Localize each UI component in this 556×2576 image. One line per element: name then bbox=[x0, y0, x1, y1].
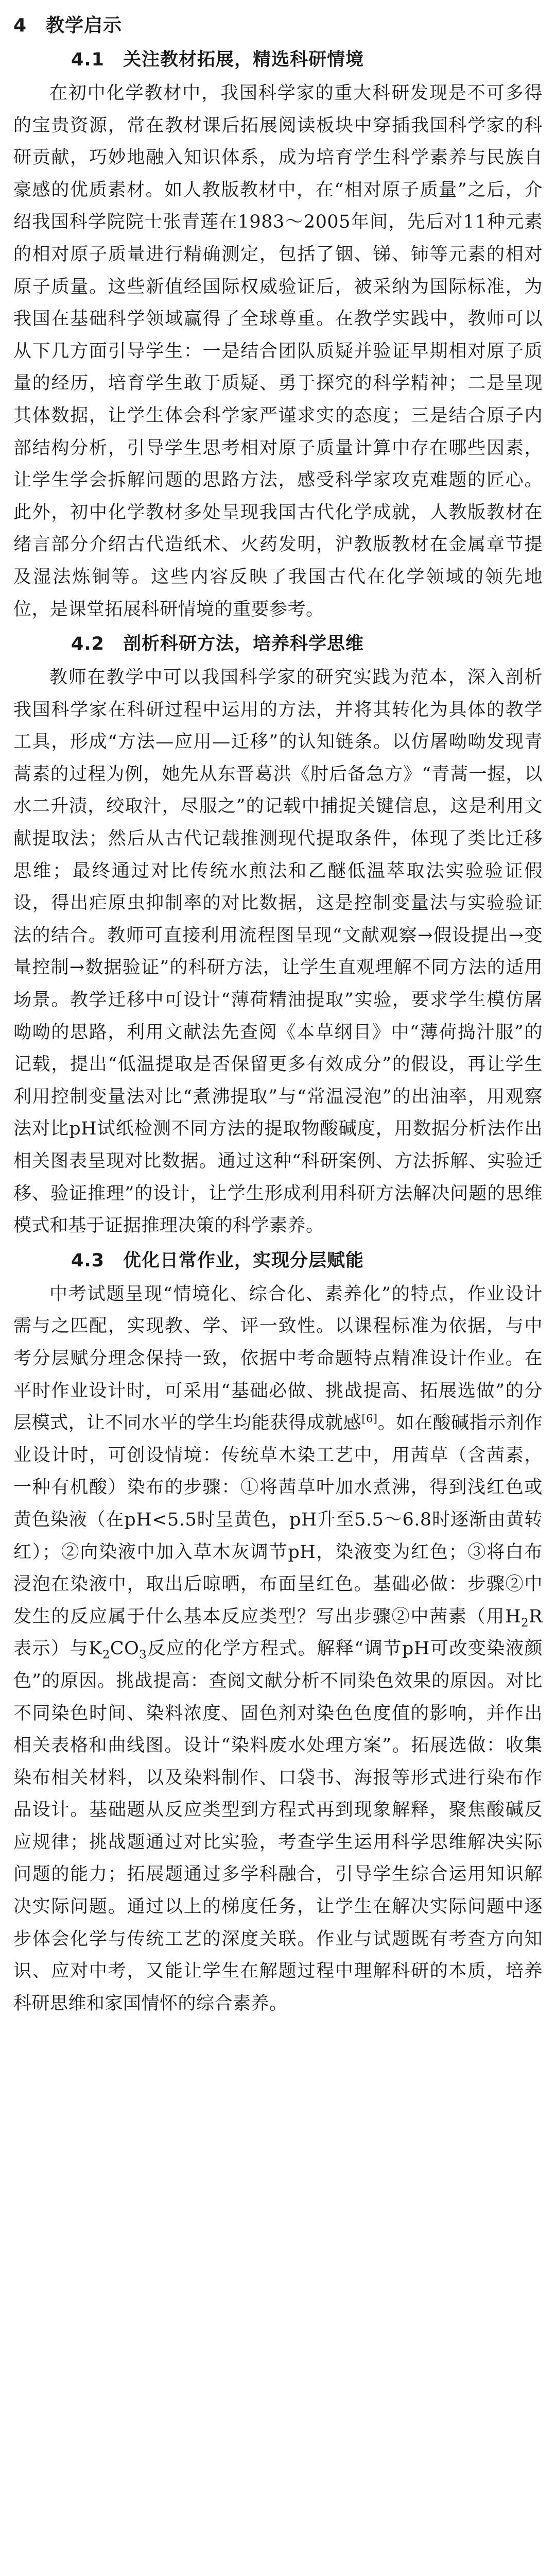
subscript: 3 bbox=[139, 1648, 147, 1662]
paragraph-4-2: 教师在教学中可以我国科学家的研究实践为范本，深入剖析我国科学家在科研过程中运用的方法，并将其转化为具体的教学工具，形成“方法—应用—迁移”的认知链条。以仿屠呦呦发现青蒿素的过程为例，她先从东晋葛洪《肘后备急方》“青蒿一握，以水二升渍，绞取汁，尽服之”的记载中捕捉关键信息，这是利用文献提取法；然后从古代记载推测现代提取条件，体现了类比迁移思维；最终通过对比传统水煎法和乙醚低温萃取法实验验证假设，得出疟原虫抑制率的对比数据，这是控制变量法与实验验证法的结合。教师可直接利用流程图呈现“文献观察→假设提出→变量控制→数据验证”的科研方法，让学生直观理解不同方法的适用场景。教学迁移中可设计“薄荷精油提取”实验，要求学生模仿屠呦呦的思路，利用文献法先查阅《本草纲目》中“薄荷捣汁服”的记载，提出“低温提取是否保留更多有效成分”的假设，再让学生利用控制变量法对比“煮沸提取”与“常温浸泡”的出油率，用观察法对比pH试纸检测不同方法的提取物酸碱度，用数据分析法作出相关图表呈现对比数据。通过这种“科研案例、方法拆解、实验迁移、验证推理”的设计，让学生形成利用科研方法解决问题的思维模式和基于证据推理决策的科学素养。 bbox=[13, 667, 543, 1236]
citation-marker: [6] bbox=[361, 1412, 378, 1425]
subscript: 2 bbox=[521, 1616, 529, 1630]
paragraph-4-3-text: R表示）与K bbox=[13, 1606, 543, 1659]
paragraph-4-3-text: 。如在酸碱指示剂作业设计时，可创设情境：传统草木染工艺中，用茜草（含茜素，一种有机酸）染布的步骤：①将茜草叶加水煮沸，得到浅红色或黄色染液（在pH<5.5时呈黄色，pH升至5.5～6.8时逐渐由黄转红）；②向染液中加入草木灰调节pH，染液变为红色；③将白布浸泡在染液中，取出后晾晒，布面呈红色。基础必做：步骤②中发生的反应属于什么基本反应类型？写出步骤②中茜素（用H bbox=[13, 1413, 543, 1627]
paragraph-4-1: 在初中化学教材中，我国科学家的重大科研发现是不可多得的宝贵资源，常在教材课后拓展阅读板块中穿插我国科学家的科研贡献，巧妙地融入知识体系，成为培育学生科学素养与民族自豪感的优质素材。如人教版教材中，在“相对原子质量”之后，介绍我国科学院院士张青莲在1983～2005年间，先后对11种元素的相对原子质量进行精确测定，包括了铟、锑、铈等元素的相对原子质量。这些新值经国际权威验证后，被采纳为国际标准，为我国在基础科学领域赢得了全球尊重。在教学实践中，教师可以从下几方面引导学生：一是结合团队质疑并验证早期相对原子质量的经历，培育学生敢于质疑、勇于探究的科学精神；二是呈现其体数据，让学生体会科学家严谨求实的态度；三是结合原子内部结构分析，引导学生思考相对原子质量计算中存在哪些因素，让学生学会拆解问题的思路方法，感受科学家攻克难题的匠心。此外，初中化学教材多处呈现我国古代化学成就，人教版教材在绪言部分介绍古代造纸术、火药发明，沪教版教材在金属章节提及湿法炼铜等。这些内容反映了我国古代在化学领域的领先地位，是课堂拓展科研情境的重要参考。 bbox=[13, 83, 543, 620]
paragraph-4-3 bbox=[13, 1278, 543, 2020]
paragraph-4-3-text: 中考试题呈现“情境化、综合化、素养化”的特点，作业设计需与之匹配，实现教、学、评一致性。以课程标准为依据，与中考分层赋分理念保持一致，依据中考命题特点精准设计作业。在平时作业设计时，可采用“基础必做、挑战提高、拓展选做”的分层模式，让不同水平的学生均能获得成就感 bbox=[13, 1283, 543, 1434]
paragraph-4-3-text: 反应的化学方程式。解释“调节pH可改变染液颜色”的原因。挑战提高：查阅文献分析不同染色效果的原因。对比不同染色时间、染料浓度、固色剂对染色色度值的影响，并作出相关表格和曲线图。设计“染料废水处理方案”。拓展选做：收集染布相关材料，以及染料制作、口袋书、海报等形式进行染布作品设计。基础题从反应类型到方程式再到现象解释，聚焦酸碱反应规律；挑战题通过对比实验，考查学生运用科学思维解决实际问题的能力；拓展题通过多学科融合，引导学生综合运用知识解决实际问题。通过以上的梯度任务，让学生在解决实际问题中逐步体会化学与传统工艺的深度关联。作业与试题既有考查方向知识、应对中考，又能让学生在解题过程中理解科研的本质，培养科研思维和家国情怀的综合素养。 bbox=[13, 1638, 543, 2014]
subsection-heading-4-1: 4.1 关注教材拓展，精选科研情境 bbox=[71, 49, 364, 70]
subsection-heading-4-3: 4.3 优化日常作业，实现分层赋能 bbox=[71, 1250, 364, 1271]
subscript: 2 bbox=[102, 1648, 110, 1662]
section-heading: 4 教学启示 bbox=[13, 15, 123, 36]
paragraph-4-3-text: CO bbox=[110, 1638, 140, 1659]
subsection-heading-4-2: 4.2 剖析科研方法，培养科学思维 bbox=[71, 634, 364, 655]
